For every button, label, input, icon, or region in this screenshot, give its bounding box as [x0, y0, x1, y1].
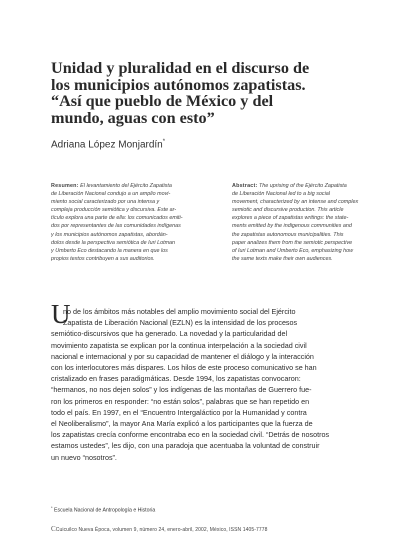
title-line: mundo, aguas con esto”	[51, 108, 215, 127]
abstract-line: Abstract: The uprising of the Ejército Zapatista	[232, 183, 347, 189]
author-name: Adriana López Monjardín	[51, 139, 163, 151]
title-line: Unidad y pluralidad en el discurso de	[51, 59, 310, 77]
journal-citation: Cuicuilco Nueva Época, volumen 9, número 24, enero-abril, 2002, México, ISSN 1405-7778	[55, 527, 268, 533]
title-line: “Así que pueblo de México y del	[51, 92, 274, 110]
abstract-lead-label: Abstract:	[232, 183, 258, 189]
abstract-line: the zapatistas autonomous municipalities. This	[232, 231, 344, 238]
abstract-line: de Liberación Nacional led to a big social	[232, 191, 330, 198]
drop-cap: U	[51, 299, 71, 329]
abstract-line: compleja producción semiótica y discursiva. Este ar-	[51, 207, 177, 214]
abstract-line: ments emitted by the indigenous communities and	[232, 223, 352, 230]
abstract-line: de Liberación Nacional condujo a un amplio movi-	[51, 191, 171, 198]
footnote	[51, 505, 155, 514]
footnote-text: Escuela Nacional de Antropología e Historia	[54, 507, 156, 514]
journal-folio	[51, 525, 268, 533]
body-line: Zapatista de Liberación Nacional (EZLN) es la intensidad de los procesos	[63, 318, 298, 328]
body-line: “hermanos, no nos dejen solos” y los indígenas de las montañas de Guerrero fue-	[51, 385, 312, 395]
body-line: nacional e internacional y por su capacidad de mantener el diálogo y la interacción	[51, 351, 314, 361]
title-line: los municipios autónomos zapatistas.	[51, 75, 306, 94]
author-footnote-mark: *	[162, 139, 166, 145]
body-line: con los interlocutores más dispares. Los hilos de este proceso comunicativo se han	[51, 363, 317, 373]
abstract-line: propios textos contribuyen a sus auditorios.	[51, 255, 155, 262]
body-line: ron los primeros en responder: “no están solos”, palabras que se han repetido en	[51, 396, 310, 406]
abstract-lead-label: Resumen:	[51, 183, 79, 189]
footnote-mark: *	[51, 505, 53, 510]
article-title	[51, 60, 361, 126]
body-line: no de los ámbitos más notables del amplio movimiento social del Ejército	[63, 307, 296, 316]
body-line: estamos ustedes”, les dijo, con una paradoja que acentuaba la voluntad de construir	[51, 441, 320, 451]
abstract-line: dolos desde la perspectiva semiótica de Iuri Lotman	[51, 239, 176, 246]
body-line: los zapatistas crecía conforme encontraba eco en la sociedad civil. “Detrás de nosotros	[51, 430, 330, 440]
abstract-line: tículo explora una parte de ella: los comunicados emiti-	[51, 215, 183, 222]
body-paragraph	[51, 306, 361, 463]
journal-logo-mark: C	[51, 525, 56, 533]
abstract-line: y los municipios autónomos zapatistas, abordán-	[51, 231, 168, 238]
body-line: un nuevo “nosotros”.	[51, 452, 117, 462]
abstract-line: semiotic and discursive production. This article	[232, 207, 344, 214]
author-byline	[51, 139, 165, 150]
abstract-line: movement, characterized by an intense and complex	[232, 199, 359, 206]
abstract-english	[232, 182, 394, 263]
abstract-line: y Umberto Eco destacando la manera en que los	[51, 247, 168, 254]
body-line: el Neoliberalismo”, la mayor Ana María explicó a los participantes que la fuerza de	[51, 419, 313, 429]
body-line: todo el país. En 1997, en el “Encuentro Intergaláctico por la Humanidad y contra	[51, 407, 307, 417]
abstract-line: paper analizes them from the semiotic perspective	[232, 239, 353, 246]
body-line: semiótico-discursivos que ha generado. La novedad y la particularidad del	[51, 329, 288, 339]
abstract-line: miento social caracterizado por una intensa y	[51, 199, 160, 206]
abstract-line: explores a piece of zapatistas writings: the state-	[232, 215, 349, 222]
abstract-spanish	[51, 182, 213, 263]
abstract-line: the same texts make their own audiences.	[232, 255, 333, 262]
abstract-line: of Iuri Lotman and Umberto Eco, emphasizing how	[232, 247, 354, 254]
abstract-line: Resumen: El levantamiento del Ejército Zapatista	[51, 183, 172, 189]
abstract-line: dos por representantes de las comunidades indígenas	[51, 223, 181, 230]
body-line: cristalizado en frases paradigmáticas. Desde 1994, los zapatistas convocaron:	[51, 374, 301, 384]
body-line: movimiento zapatista se explican por la continua interpelación a la sociedad civil	[51, 340, 307, 350]
